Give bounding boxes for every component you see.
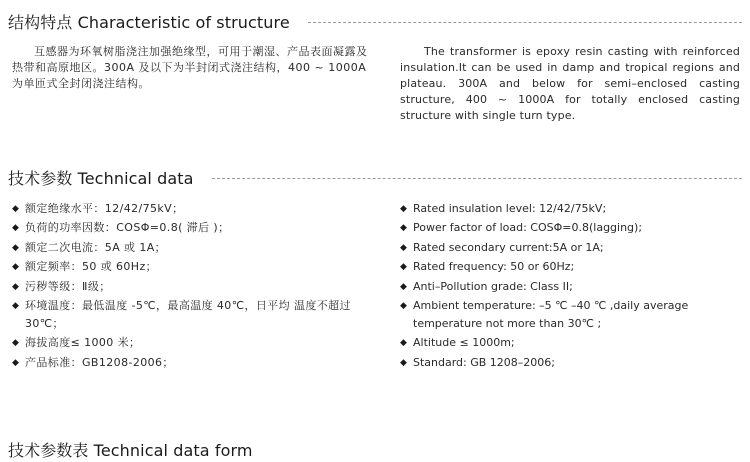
diamond-bullet-icon: ◆	[400, 281, 407, 292]
diamond-bullet-icon: ◆	[12, 281, 20, 292]
spec-text: Standard: GB 1208–2006;	[413, 355, 556, 369]
spec-text: 额定绝缘水平：12/42/75kV；	[25, 202, 184, 215]
diamond-bullet-icon: ◆	[400, 338, 407, 349]
spec-item	[12, 354, 372, 372]
spec-text: Anti–Pollution grade: Class II;	[413, 279, 573, 293]
spec-text: 污秽等级：Ⅱ级；	[25, 279, 111, 293]
section-header-structure	[8, 9, 742, 33]
spec-item	[12, 278, 372, 296]
spec-item	[12, 239, 372, 257]
spec-item	[400, 297, 740, 333]
spec-item	[12, 258, 372, 276]
spec-item	[12, 200, 372, 218]
technical-list-cn	[12, 200, 372, 373]
section-title-technical: 技术参数 Technical data	[8, 168, 194, 188]
diamond-bullet-icon: ◆	[400, 300, 407, 311]
spec-text: Altitude ≤ 1000m;	[413, 336, 515, 350]
spec-item	[400, 239, 740, 257]
section-title-form: 技术参数表 Technical data form	[8, 440, 253, 460]
diamond-bullet-icon: ◆	[400, 204, 407, 214]
diamond-bullet-icon: ◆	[12, 204, 20, 214]
spec-text: Rated insulation level: 12/42/75kV;	[413, 202, 607, 215]
structure-description-en: The transformer is epoxy resin casting with reinforced insulation.It can be used in damp and tropical regions and plateau. 300A and below for semi–enclosed casting structure, 400 ~ 1000A for totally enclosed casting structure with single turn type.	[400, 45, 740, 122]
spec-item	[400, 334, 740, 352]
spec-item	[400, 258, 740, 276]
spec-item	[12, 334, 372, 352]
spec-text: 海拔高度≤ 1000 米；	[25, 336, 141, 350]
diamond-bullet-icon: ◆	[400, 223, 407, 234]
diamond-bullet-icon: ◆	[400, 242, 407, 253]
diamond-bullet-icon: ◆	[12, 223, 20, 234]
diamond-bullet-icon: ◆	[12, 300, 20, 311]
spec-item	[400, 219, 740, 237]
spec-item	[12, 297, 372, 333]
spec-text: 产品标准：GB1208-2006；	[25, 355, 174, 369]
section-divider	[308, 22, 742, 23]
spec-item	[12, 219, 372, 237]
spec-item	[400, 200, 740, 218]
technical-list-en	[400, 200, 740, 373]
diamond-bullet-icon: ◆	[12, 357, 20, 368]
structure-description-cn: 互感器为环氧树脂浇注加强绝缘型，可用于潮湿、产品表面凝露及热带和高原地区。300A 及以下为半封闭式浇注结构，400 ~ 1000A 为单匝式全封闭浇注结构。	[12, 45, 368, 90]
spec-text: Rated secondary current:5A or 1A;	[413, 240, 604, 254]
diamond-bullet-icon: ◆	[400, 262, 407, 273]
diamond-bullet-icon: ◆	[12, 242, 20, 253]
diamond-bullet-icon: ◆	[12, 262, 20, 273]
spec-text: Ambient temperature: –5 ℃ –40 ℃ ,daily average temperature not more than 30℃ ;	[413, 298, 689, 330]
diamond-bullet-icon: ◆	[12, 338, 20, 349]
section-title-structure: 结构特点 Characteristic of structure	[8, 12, 290, 32]
spec-text: Power factor of load: COSΦ=0.8(lagging);	[413, 221, 643, 235]
spec-text: 负荷的功率因数：COSΦ=0.8( 滞后 )；	[25, 221, 230, 235]
spec-item	[400, 354, 740, 372]
spec-text: Rated frequency: 50 or 60Hz;	[413, 260, 575, 274]
spec-item	[400, 278, 740, 296]
section-divider	[212, 178, 742, 179]
section-header-form	[8, 437, 742, 461]
spec-text: 额定二次电流：5A 或 1A；	[25, 240, 167, 254]
spec-text: 环境温度：最低温度 -5℃，最高温度 40℃，日平均 温度不超过 30℃；	[25, 298, 351, 330]
section-header-technical	[8, 165, 742, 189]
spec-text: 额定频率：50 或 60Hz；	[25, 260, 158, 274]
diamond-bullet-icon: ◆	[400, 357, 407, 368]
